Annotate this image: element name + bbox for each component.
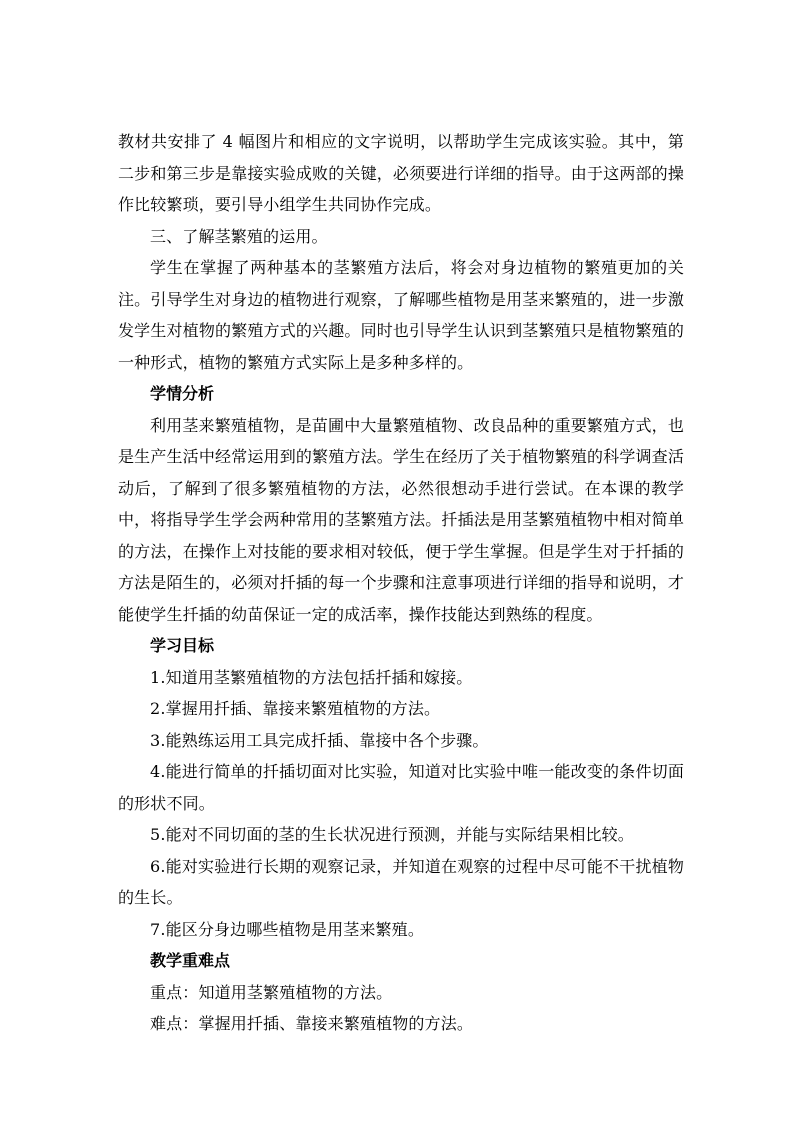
objective-item-5: 5.能对不同切面的茎的生长状况进行预测，并能与实际结果相比较。 — [150, 825, 634, 844]
section-3-title: 三、了解茎繁殖的运用。 — [150, 226, 328, 246]
objective-item-4: 4.能进行简单的扦插切面对比实验，知道对比实验中唯一能改变的条件切面的形状不同。 — [118, 762, 684, 813]
analysis-paragraph: 利用茎来繁殖植物，是苗圃中大量繁殖植物、改良品种的重要繁殖方式，也是生产生活中经常运用到的繁殖方法。学生在经历了关于植物繁殖的科学调查活动后，了解到了很多繁殖植物的方法，必然很想动手进行尝试。在本课的教学中，将指导学生学会两种常用的茎繁殖方法。扦插法是用茎繁殖植物中相对简单的方法，在操作上对技能的要求相对较低，便于学生掌握。但是学生对于扦插的方法是陌生的，必须对扦插的每一个步骤和注意事项进行详细的指导和说明，才能使学生扦插的幼苗保证一定的成活率，操作技能达到熟练的程度。 — [118, 415, 684, 624]
objective-item-2: 2.掌握用扦插、靠接来繁殖植物的方法。 — [150, 699, 441, 718]
section-3-paragraph: 学生在掌握了两种基本的茎繁殖方法后，将会对身边植物的繁殖更加的关注。引导学生对身边的植物进行观察，了解哪些植物是用茎来繁殖的，进一步激发学生对植物的繁殖方式的兴趣。同时也引导学生认识到茎繁殖只是植物繁殖的一种形式，植物的繁殖方式实际上是多种多样的。 — [118, 258, 684, 372]
objective-item-3: 3.能熟练运用工具完成扦插、靠接中各个步骤。 — [150, 730, 489, 750]
objective-item-1: 1.知道用茎繁殖植物的方法包括扦插和嫁接。 — [150, 667, 473, 687]
analysis-heading: 学情分析 — [150, 384, 215, 403]
keypoints-heading: 教学重难点 — [150, 951, 231, 970]
key-point: 重点：知道用茎繁殖植物的方法。 — [150, 982, 393, 1002]
objectives-heading: 学习目标 — [150, 636, 215, 655]
difficult-point: 难点：掌握用扦插、靠接来繁殖植物的方法。 — [150, 1014, 474, 1033]
objective-item-7: 7.能区分身边哪些植物是用茎来繁殖。 — [150, 919, 424, 939]
intro-paragraph: 教材共安排了 4 幅图片和相应的文字说明，以帮助学生完成该实验。其中，第二步和第三步是靠接实验成败的关键，必须要进行详细的指导。由于这两部的操作比较繁琐，要引导小组学生共同协作完成。 — [118, 132, 684, 214]
document-body — [118, 126, 684, 1040]
objective-item-6: 6.能对实验进行长期的观察记录，并知道在观察的过程中尽可能不干扰植物的生长。 — [118, 856, 684, 907]
